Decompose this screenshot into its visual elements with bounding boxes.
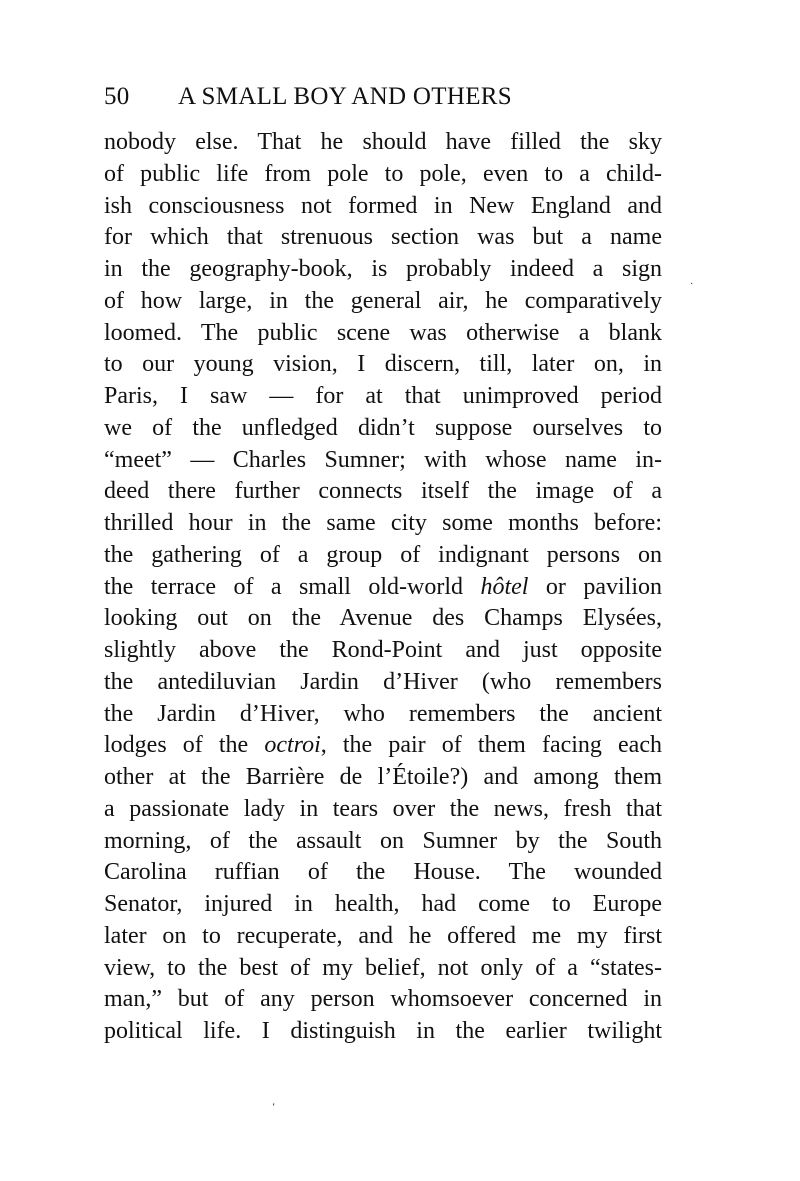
- text-line: in the geography-book, is probably indeed a sign: [104, 256, 662, 282]
- text-line: deed there further connects itself the image of a: [104, 478, 662, 505]
- text-line: Paris, I saw — for at that unimproved period: [104, 383, 662, 409]
- text-line: nobody else. That he should have filled the sky: [104, 129, 662, 155]
- text-line: the Jardin d’Hiver, who remembers the ancient: [104, 700, 662, 727]
- text-line: for which that strenuous section was but a name: [104, 224, 662, 251]
- text-line: to our young vision, I discern, till, later on, in: [104, 351, 662, 378]
- text-line: of public life from pole to pole, even to a child-: [104, 160, 662, 187]
- text-line: lodges of the octroi, the pair of them facing each: [104, 732, 662, 759]
- text-line: a passionate lady in tears over the news, fresh that: [104, 795, 662, 822]
- text-line: view, to the best of my belief, not only of a “states-: [104, 954, 662, 981]
- scan-speck: ·: [690, 279, 694, 290]
- text-line: of how large, in the general air, he comparatively: [104, 287, 662, 314]
- text-line: looking out on the Avenue des Champs Elysées,: [104, 605, 662, 632]
- text-line: Carolina ruffian of the House. The wounded: [104, 859, 662, 886]
- text-line: ish consciousness not formed in New England and: [104, 192, 662, 219]
- text-line: morning, of the assault on Sumner by the South: [104, 827, 662, 854]
- page-number: 50: [104, 83, 130, 110]
- text-line: the terrace of a small old-world hôtel or pavilion: [104, 573, 662, 600]
- text-line: the antediluvian Jardin d’Hiver (who remembers: [104, 668, 662, 695]
- text-line: we of the unfledged didn’t suppose ourselves to: [104, 414, 662, 441]
- scan-speck: ‘: [272, 1102, 276, 1113]
- running-head: [104, 80, 664, 114]
- text-line: loomed. The public scene was otherwise a blank: [104, 319, 662, 346]
- text-line: the gathering of a group of indignant persons on: [104, 541, 662, 568]
- text-line: man,” but of any person whomsoever concerned in: [104, 986, 662, 1013]
- text-line: political life. I distinguish in the earlier twilight: [104, 1018, 662, 1044]
- italic-word: octroi: [264, 732, 321, 759]
- text-line: thrilled hour in the same city some months before:: [104, 510, 662, 536]
- text-line: slightly above the Rond-Point and just opposite: [104, 637, 662, 663]
- text-line: later on to recuperate, and he offered me my first: [104, 922, 662, 949]
- text-line: other at the Barrière de l’Étoile?) and among them: [104, 764, 662, 790]
- body-text: [104, 127, 662, 1048]
- italic-word: hôtel: [480, 573, 529, 600]
- text-line: Senator, injured in health, had come to Europe: [104, 891, 662, 917]
- book-title: A SMALL BOY AND OTHERS: [178, 83, 512, 110]
- text-line: “meet” — Charles Sumner; with whose name in-: [104, 446, 662, 473]
